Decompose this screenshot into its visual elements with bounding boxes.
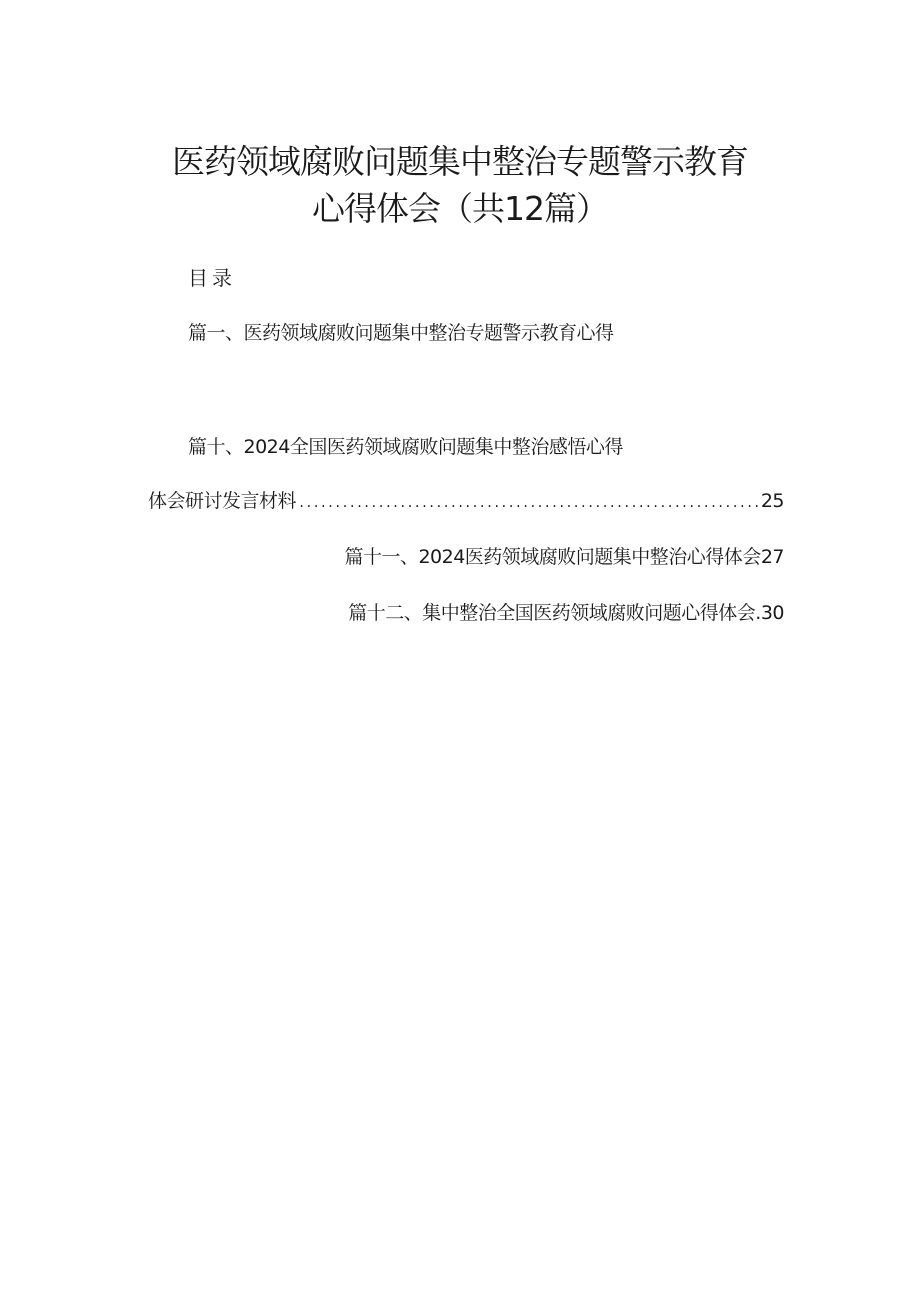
document-title-line-2: 心得体会（共12篇） (312, 189, 608, 228)
toc-entry-10-line-2[interactable] (148, 486, 784, 513)
toc-page-number: 30 (760, 602, 784, 624)
toc-entry-1[interactable]: 篇一、医药领域腐败问题集中整治专题警示教育心得 (188, 322, 614, 344)
toc-entry-12-text: 篇十二、集中整治全国医药领域腐败问题心得体会. (348, 602, 761, 624)
toc-page-number: 25 (760, 490, 784, 512)
toc-entry-10-line-1[interactable]: 篇十、2024全国医药领域腐败问题集中整治感悟心得 (188, 436, 623, 458)
toc-entry-12[interactable] (348, 598, 784, 625)
toc-page-number: 27 (760, 546, 784, 568)
toc-entry-11-text: 篇十一、2024医药领域腐败问题集中整治心得体会 (344, 546, 761, 568)
toc-dot-leader (298, 496, 759, 510)
toc-heading: 目录 (188, 266, 236, 290)
toc-entry-10-text: 体会研讨发言材料 (148, 490, 297, 512)
toc-entry-11[interactable] (344, 542, 784, 569)
document-title-line-1: 医药领域腐败问题集中整治专题警示教育 (172, 142, 748, 181)
